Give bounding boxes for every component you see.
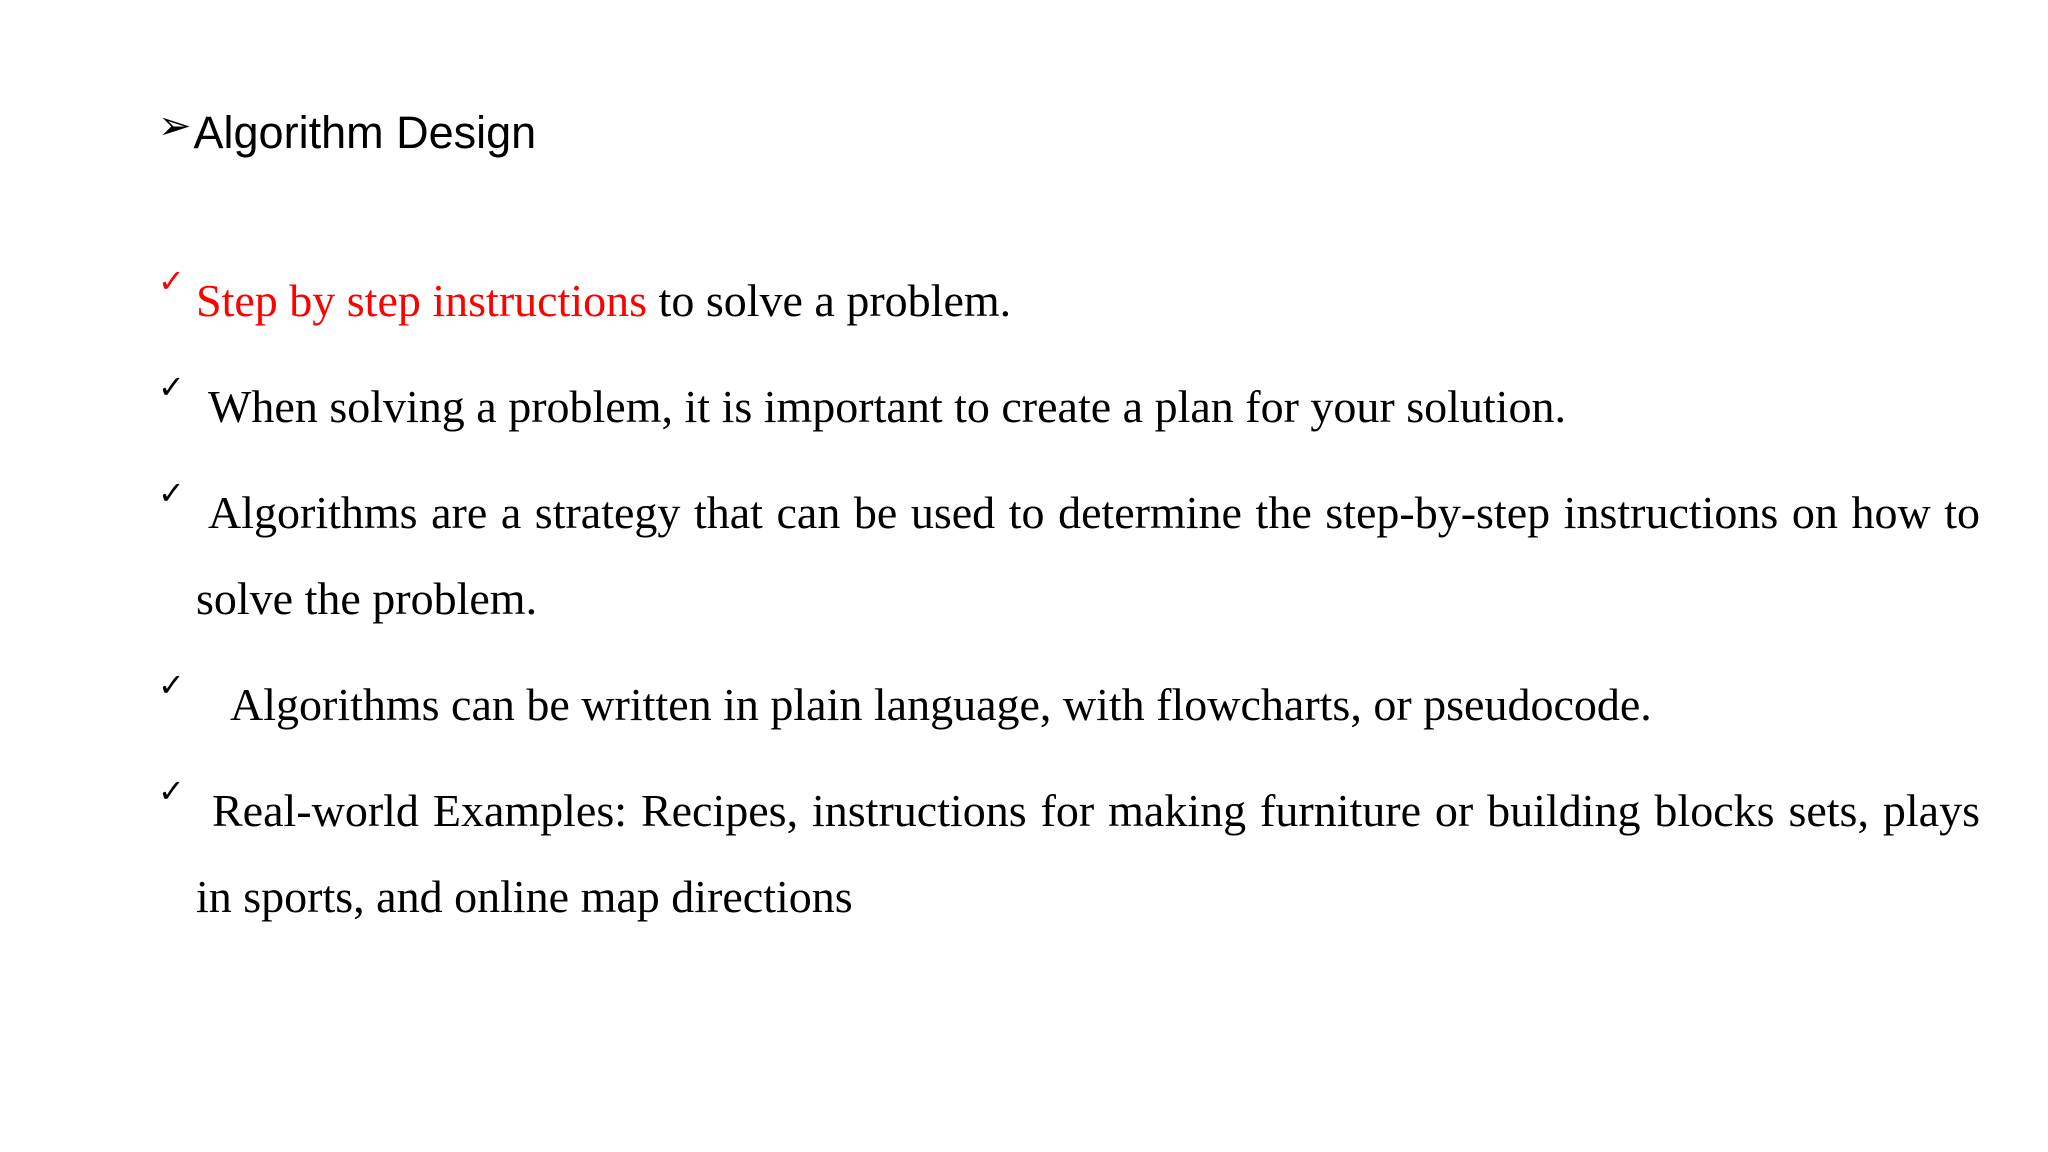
- bullet-item-2: [158, 364, 1980, 450]
- arrow-bullet-icon: ➢: [158, 104, 192, 148]
- bullet-item-4: [158, 662, 1980, 748]
- checkmark-icon: ✓: [158, 262, 185, 300]
- bullet-text: Algorithms are a strategy that can be used to determine the step-by-step instructions on how to solve the problem.: [196, 487, 1980, 624]
- bullet-text: When solving a problem, it is important to create a plan for your solution.: [208, 381, 1566, 432]
- bullet-item-3: [158, 470, 1980, 642]
- bullet-text: Real-world Examples: Recipes, instructions for making furniture or building blocks sets, plays in sports, and online map directions: [196, 785, 1980, 922]
- slide-heading: [158, 104, 537, 158]
- checkmark-icon: ✓: [158, 368, 185, 406]
- heading-text: Algorithm Design: [193, 107, 537, 158]
- bullet-text: to solve a problem.: [647, 275, 1012, 326]
- highlighted-text: Step by step instructions: [196, 275, 648, 326]
- bullet-item-1: [158, 258, 1980, 344]
- checkmark-icon: ✓: [158, 772, 185, 810]
- bullet-list: [158, 258, 1980, 940]
- checkmark-icon: ✓: [158, 666, 185, 704]
- bullet-text: Algorithms can be written in plain language, with flowcharts, or pseudocode.: [230, 679, 1652, 730]
- bullet-item-5: [158, 768, 1980, 940]
- checkmark-icon: ✓: [158, 474, 185, 512]
